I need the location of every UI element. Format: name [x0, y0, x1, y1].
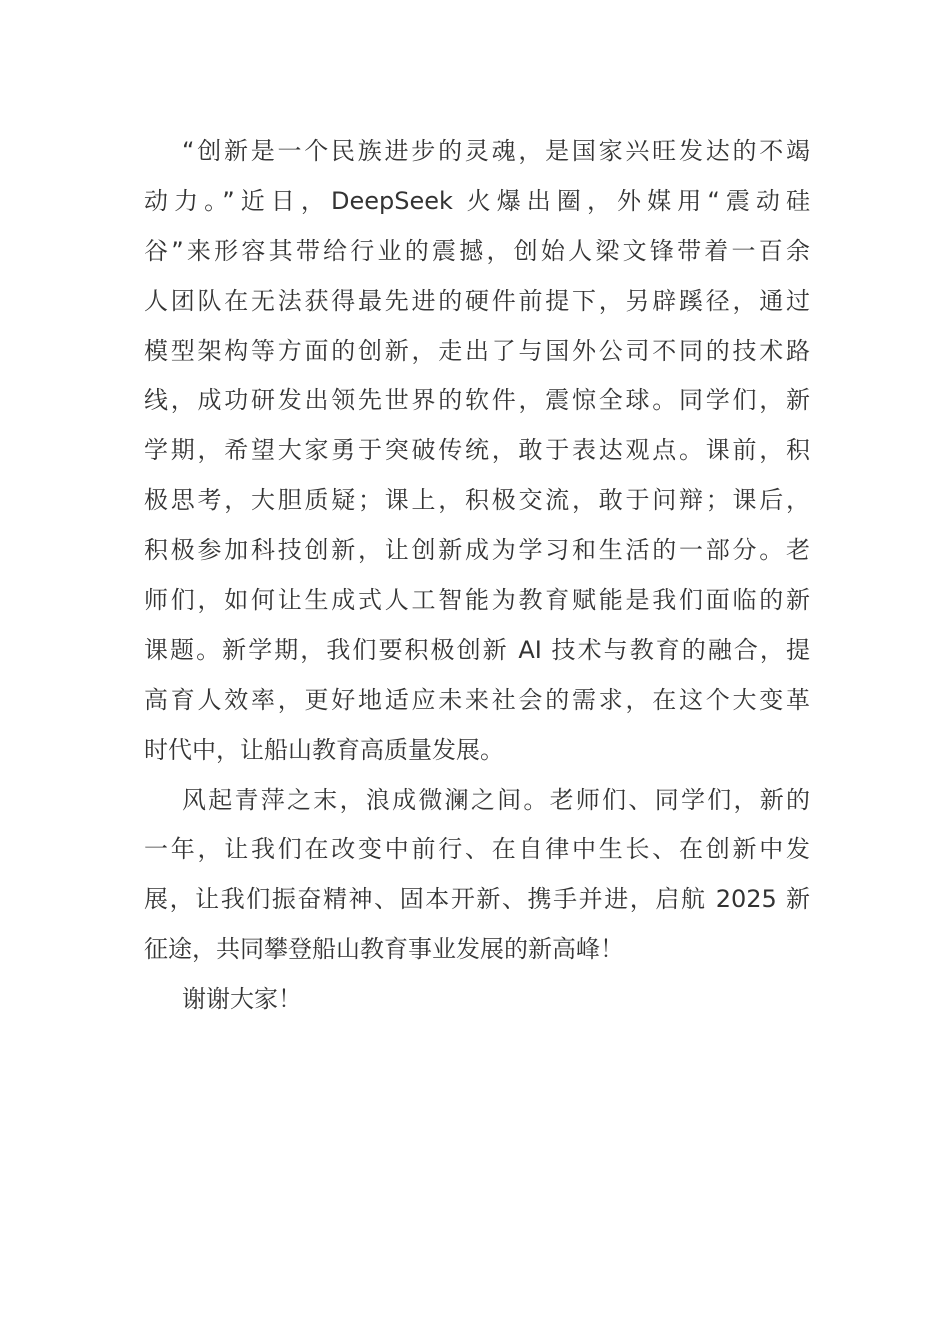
paragraph-innovation: [144, 127, 810, 776]
text-line: 动力。”近日，DeepSeek 火爆出圈，外媒用“震动硅: [144, 186, 810, 215]
text-line: 高育人效率，更好地适应未来社会的需求，在这个大变革: [144, 685, 810, 714]
paragraph-thanks: [144, 975, 810, 1025]
text-line: 展，让我们振奋精神、固本开新、携手并进，启航 2025 新: [144, 885, 810, 914]
text-line: 学期，希望大家勇于突破传统，敢于表达观点。课前，积: [144, 436, 810, 465]
text-line: 谷”来形容其带给行业的震撼，创始人梁文锋带着一百余: [144, 236, 810, 265]
paragraph-new-year: [144, 776, 810, 976]
text-line: 线，成功研发出领先世界的软件，震惊全球。同学们，新: [144, 386, 810, 415]
text-line: 征途，共同攀登船山教育事业发展的新高峰！: [144, 935, 624, 964]
text-line: 风起青萍之末，浪成微澜之间。老师们、同学们，新的: [182, 785, 810, 814]
text-line: “创新是一个民族进步的灵魂，是国家兴旺发达的不竭: [182, 137, 810, 165]
text-line: 谢谢大家！: [182, 985, 302, 1014]
text-line: 一年，让我们在改变中前行、在自律中生长、在创新中发: [144, 835, 810, 864]
speech-text: [144, 127, 810, 1025]
text-line: 师们，如何让生成式人工智能为教育赋能是我们面临的新: [144, 586, 810, 615]
text-line: 模型架构等方面的创新，走出了与国外公司不同的技术路: [144, 336, 810, 365]
text-line: 极思考，大胆质疑；课上，积极交流，敢于问辩；课后，: [144, 486, 810, 515]
text-line: 人团队在无法获得最先进的硬件前提下，另辟蹊径，通过: [144, 286, 810, 315]
text-line: 课题。新学期，我们要积极创新 AI 技术与教育的融合，提: [144, 635, 810, 664]
text-line: 积极参加科技创新，让创新成为学习和生活的一部分。老: [144, 536, 810, 565]
text-line: 时代中，让船山教育高质量发展。: [144, 735, 504, 764]
